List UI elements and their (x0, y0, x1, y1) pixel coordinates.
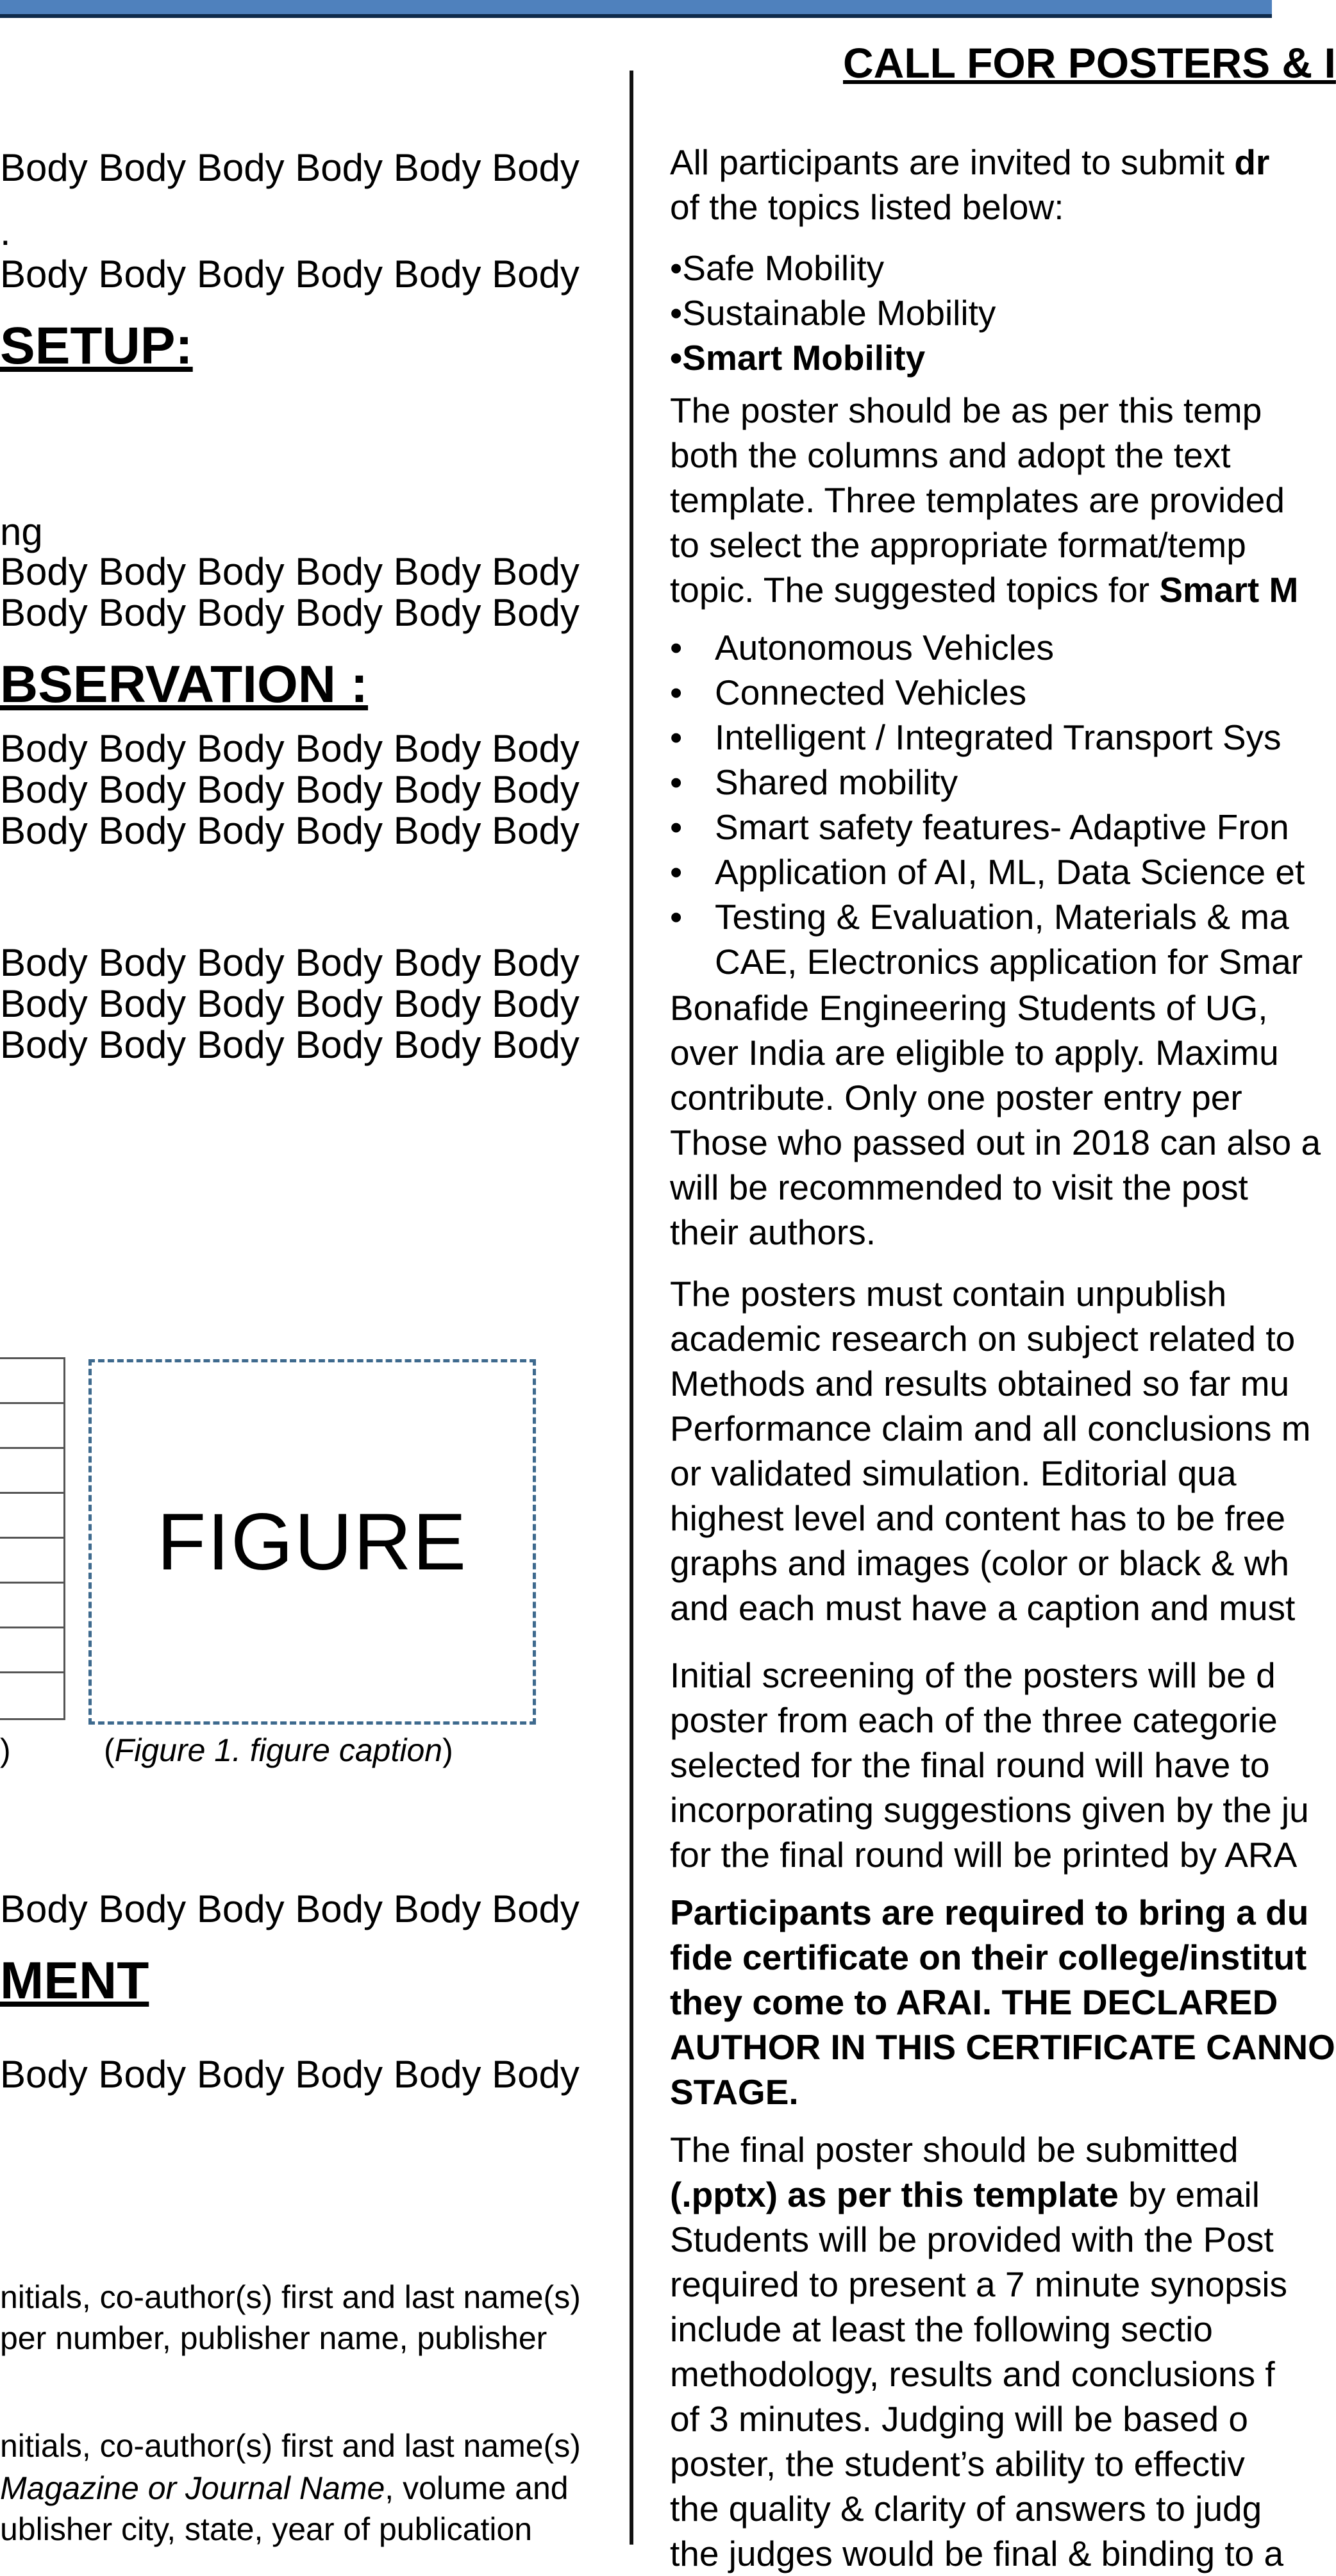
body-text-line: Body Body Body Body Body Body (0, 941, 580, 984)
smart-topic-continuation: CAE, Electronics application for Smar (715, 942, 1303, 982)
body-text-line: Body Body Body Body Body Body (0, 809, 580, 852)
figure-label: FIGURE (156, 1497, 468, 1587)
heading-setup: SETUP: (0, 317, 193, 375)
smart-topic-item: • Intelligent / Integrated Transport Sys (670, 717, 1282, 757)
reference-2-line-3: ublisher city, state, year of publication (0, 2511, 533, 2547)
smart-topic-item: • Smart safety features- Adaptive Fron (670, 807, 1289, 847)
topic-list (670, 246, 1285, 380)
table-caption: ) (0, 1732, 11, 1768)
topic-item: •Safe Mobility (670, 248, 885, 288)
table-placeholder (0, 1357, 65, 1720)
body-text-fragment: . (0, 210, 11, 253)
smart-topic-list (670, 625, 1305, 984)
body-text-line: Body Body Body Body Body Body (0, 146, 580, 189)
intro-paragraph: All participants are invited to submit dr of the topics listed below: (670, 142, 1270, 227)
call-for-posters-title: CALL FOR POSTERS & I (843, 39, 1336, 87)
smart-topic-item: • Testing & Evaluation, Materials & ma (670, 897, 1289, 937)
screening-paragraph: Initial screening of the posters will be d poster from each of the three categorie selected for the final round will have to incorporating suggestions given by the ju for the final round will be printed by ARA (670, 1655, 1309, 1875)
column-divider (630, 71, 633, 2545)
body-text-line: Body Body Body Body Body Body (0, 253, 580, 296)
eligibility-paragraph: Bonafide Engineering Students of UG, over India are eligible to apply. Maximu contribute. Only one poster entry per Those who passed out in 2018 can also a will be recommended to visit the post their authors. (670, 988, 1321, 1252)
body-text-line: Body Body Body Body Body Body (0, 2053, 580, 2096)
figure-caption: (Figure 1. figure caption) (104, 1732, 453, 1768)
submission-paragraph: The final poster should be submitted (.pptx) as per this template by email Students will be provided with the Post required to present a 7 minute synopsis include at least the following sectio methodology, results and conclusions f of 3 minutes. Judging will be based o poster, the student’s ability to effectiv the quality & clarity of answers to judg the judges would be final & binding to a (670, 2130, 1288, 2573)
template-paragraph: The poster should be as per this temp both the columns and adopt the text template. Three templates are provided to select the appropriate format/temp topic. The suggested topics for Smart M (670, 390, 1299, 610)
reference-2-line-2: Magazine or Journal Name, volume and (0, 2470, 569, 2506)
heading-observation: BSERVATION : (0, 655, 369, 714)
body-text-line: Body Body Body Body Body Body (0, 591, 580, 634)
smart-topic-item: • Application of AI, ML, Data Science et (670, 852, 1305, 892)
body-text-line: Body Body Body Body Body Body (0, 1023, 580, 1066)
smart-topic-item: • Connected Vehicles (670, 673, 1027, 712)
figure-placeholder (88, 1359, 536, 1725)
reference-2-line-1: nitials, co-author(s) first and last name(s) (0, 2428, 581, 2464)
reference-1-line-2: per number, publisher name, publisher (0, 2320, 547, 2356)
topic-item: •Smart Mobility (670, 338, 926, 378)
right-column (670, 0, 1336, 2573)
content-requirements-paragraph: The posters must contain unpublish academic research on subject related to Methods and results obtained so far mu Performance claim and all conclusions m or validated simulation. Editorial qua highest level and content has to be free graphs and images (color or black & wh and each must have a caption and must (670, 1274, 1311, 1628)
body-text-fragment: ng (0, 510, 43, 553)
topic-item: •Sustainable Mobility (670, 293, 996, 333)
smart-topic-item: • Shared mobility (670, 762, 958, 802)
body-text-line: Body Body Body Body Body Body (0, 1887, 580, 1930)
body-text-line: Body Body Body Body Body Body (0, 727, 580, 770)
certificate-notice: Participants are required to bring a du fide certificate on their college/institut they come to ARAI. THE DECLARED AUTHOR IN THIS CERTIFICATE CANNO STAGE. (670, 1893, 1335, 2112)
body-text-line: Body Body Body Body Body Body (0, 982, 580, 1025)
smart-topic-item: • Autonomous Vehicles (670, 628, 1054, 667)
reference-1-line-1: nitials, co-author(s) first and last name(s) (0, 2279, 581, 2315)
body-text-line: Body Body Body Body Body Body (0, 768, 580, 811)
body-text-line: Body Body Body Body Body Body (0, 550, 580, 593)
left-column (0, 0, 596, 2545)
heading-acknowledgement: MENT (0, 1952, 149, 2010)
